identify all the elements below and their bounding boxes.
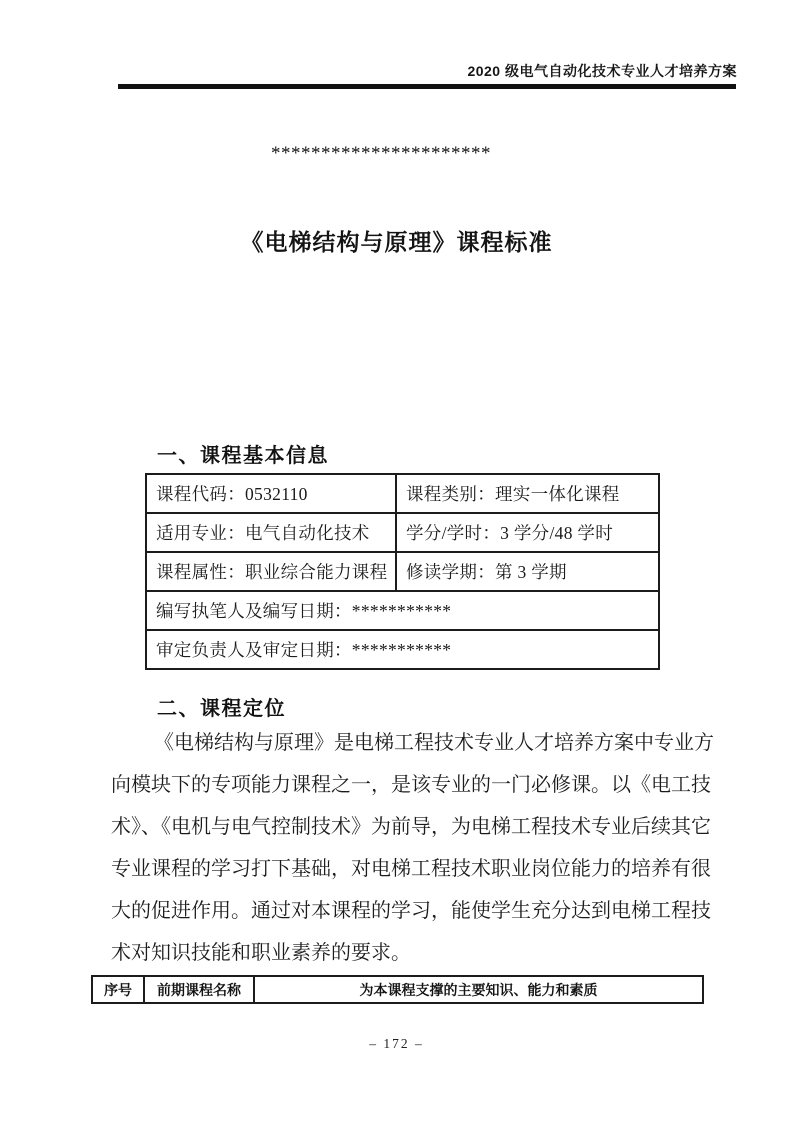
applicable-major-cell: 适用专业：电气自动化技术 [146,513,396,552]
course-code-cell: 课程代码：0532110 [146,474,396,513]
course-info-table [145,473,660,670]
asterisk-divider: ********************** [271,143,491,164]
info-table-row [146,474,659,513]
header-double-rule [118,84,736,89]
paragraph-line: 术对知识技能和职业素养的要求。 [111,942,411,964]
paragraph-line: 向模块下的专项能力课程之一，是该专业的一门必修课。以《电工技 [111,774,711,796]
page-number: – 172 – [369,1036,424,1051]
section-heading-basic-info: 一、课程基本信息 [157,445,329,467]
prereq-header-row [92,976,703,1003]
running-header-title: 2020 级电气自动化技术专业人才培养方案 [467,63,737,79]
paragraph-line: 术》、《电机与电气控制技术》为前导，为电梯工程技术专业后续其它 [111,816,711,838]
paragraph-line: 专业课程的学习打下基础，对电梯工程技术职业岗位能力的培养有很 [111,858,711,880]
info-table-row [146,552,659,591]
course-position-paragraph [111,722,714,974]
credits-hours-cell: 学分/学时：3 学分/48 学时 [396,513,659,552]
prerequisite-courses-table [91,975,704,1004]
column-header-prior-course-name: 前期课程名称 [144,976,254,1003]
section-heading-course-position: 二、课程定位 [157,698,286,720]
column-header-supporting-knowledge: 为本课程支撑的主要知识、能力和素质 [254,976,703,1003]
paragraph-line: 《电梯结构与原理》是电梯工程技术专业人才培养方案中专业方 [154,732,714,754]
study-semester-cell: 修读学期：第 3 学期 [396,552,659,591]
info-table-row [146,591,659,630]
info-table-row [146,513,659,552]
course-category-cell: 课程类别：理实一体化课程 [396,474,659,513]
author-date-cell: 编写执笔人及编写日期：*********** [146,591,659,630]
document-title: 《电梯结构与原理》课程标准 [240,230,553,255]
info-table-row [146,630,659,669]
column-header-serial-number: 序号 [92,976,144,1003]
course-attribute-cell: 课程属性：职业综合能力课程 [146,552,396,591]
paragraph-line: 大的促进作用。通过对本课程的学习，能使学生充分达到电梯工程技 [111,900,711,922]
reviewer-date-cell: 审定负责人及审定日期：*********** [146,630,659,669]
